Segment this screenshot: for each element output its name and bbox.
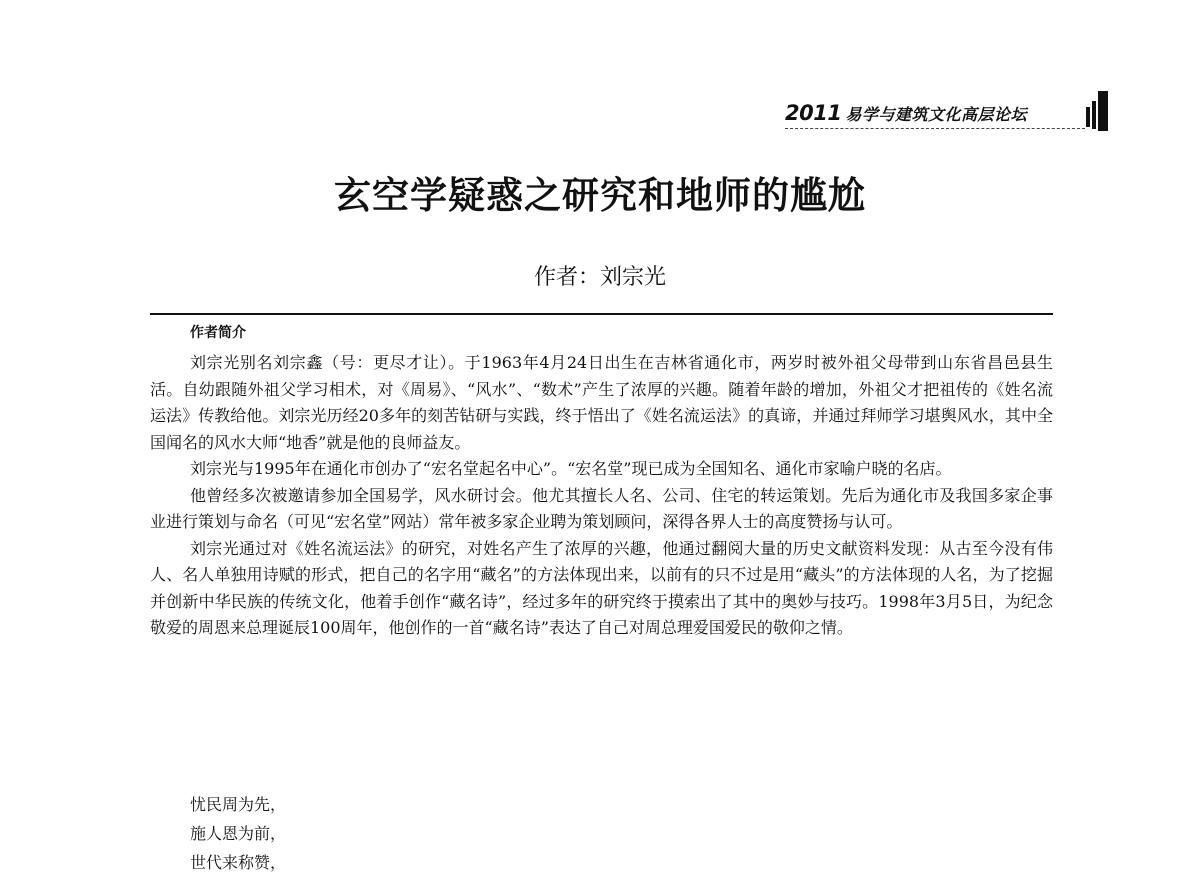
header-bar	[1092, 101, 1096, 129]
paragraph: 刘宗光与1995年在通化市创办了“宏名堂起名中心”。“宏名堂”现已成为全国知名、通化市家喻户晓的名店。	[190, 459, 952, 478]
paragraph: 他曾经多次被邀请参加全国易学，风水研讨会。他尤其擅长人名、公司、住宅的转运策划。先后为通化市及我国多家企事业进行策划与命名（可见“宏名堂”网站）常年被多家企业聘为策划顾问，深得各界人士的高度赞扬与认可。	[150, 485, 1053, 531]
section-heading: 作者简介	[190, 325, 246, 341]
header-forum-name: 易学与建筑文化高层论坛	[845, 104, 1027, 124]
article-author: 作者：刘宗光	[533, 265, 666, 290]
header-year: 2011	[785, 101, 842, 125]
paragraph: 刘宗光别名刘宗鑫（号：更尽才让）。于1963年4月24日出生在吉林省通化市，两岁时被外祖父母带到山东省昌邑县生活。自幼跟随外祖父学习相术，对《周易》、“风水”、“数术”产生了浓厚的兴趣。随着年龄的增加，外祖父才把祖传的《姓名流运法》传教给他。刘宗光历经20多年的刻苦钻研与实践，终于悟出了《姓名流运法》的真谛，并通过拜师学习堪舆风水，其中全国闻名的风水大师“地香”就是他的良师益友。	[150, 353, 1053, 452]
header-bar	[1098, 91, 1108, 131]
poem-line: 世代来称赞，	[190, 853, 287, 872]
article-title: 玄空学疑惑之研究和地师的尴尬	[334, 174, 866, 217]
header-bar	[1086, 107, 1090, 127]
paragraph: 刘宗光通过对《姓名流运法》的研究，对姓名产生了浓厚的兴趣，他通过翻阅大量的历史文献资料发现：从古至今没有伟人、名人单独用诗赋的形式，把自己的名字用“藏名”的方法体现出来，以前有的只不过是用“藏头”的方法体现的人名，为了挖掘并创新中华民族的传统文化，他着手创作“藏名诗”，经过多年的研究终于摸索出了其中的奥妙与技巧。1998年3月5日，为纪念敬爱的周恩来总理诞辰100周年，他创作的一首“藏名诗”表达了自己对周总理爱国爱民的敬仰之情。	[150, 538, 1053, 637]
poem-line: 施人恩为前，	[190, 824, 287, 843]
article-body	[150, 350, 1053, 642]
poem	[190, 790, 286, 877]
header-divider	[150, 313, 1053, 315]
running-header	[785, 100, 1085, 129]
poem-line: 忧民周为先，	[190, 795, 287, 814]
header-bar-ornament	[1086, 93, 1126, 131]
